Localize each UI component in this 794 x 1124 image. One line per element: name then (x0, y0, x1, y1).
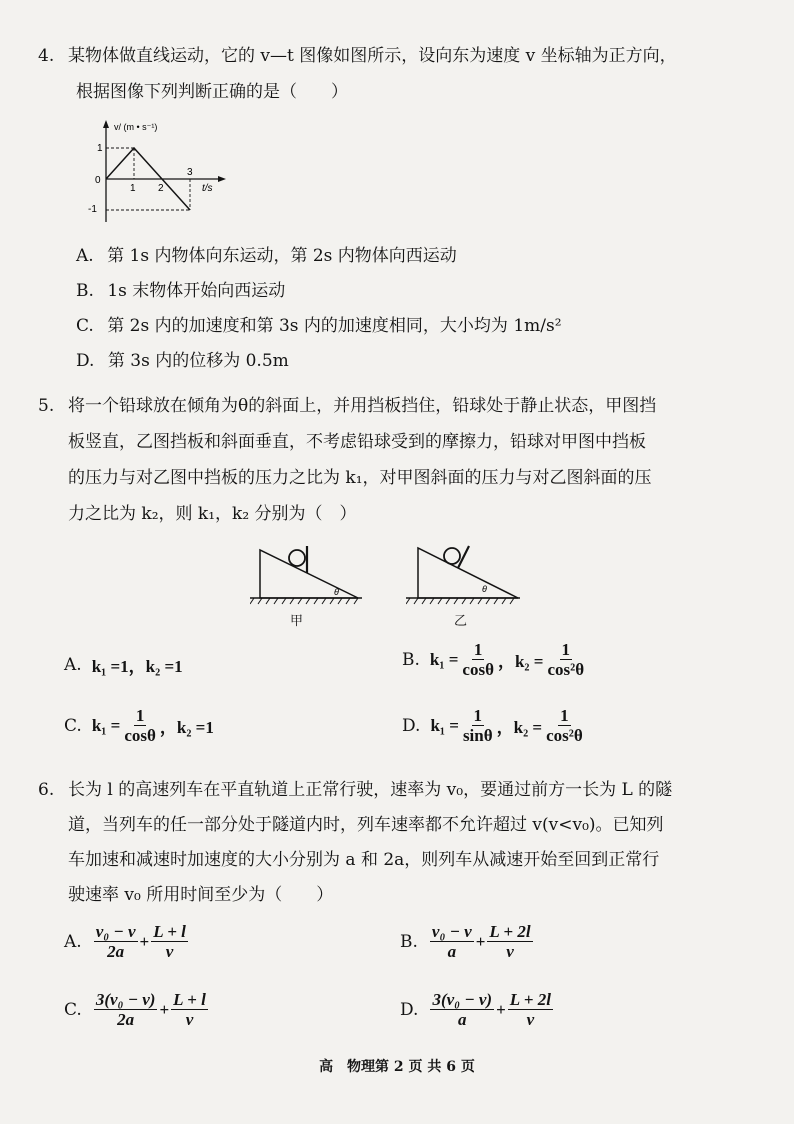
graph-ytick-1: 1 (97, 143, 103, 154)
q5-option-b-k2: ，k₂ = (497, 652, 544, 671)
q5-figure-yi-label: 乙 (454, 614, 468, 629)
graph-ytick-neg1: -1 (88, 204, 97, 215)
q6-option-a-frac2: $\frac{L + l}{v}$ (153, 922, 186, 961)
q5-figure-jia-label: 甲 (290, 614, 304, 629)
q6-option-b[interactable] (400, 922, 535, 961)
plus-sign: + (159, 999, 170, 1019)
q5-stem-line2: 板竖直，乙图挡板和斜面垂直，不考虑铅球受到的摩擦力，铅球对甲图中挡板 (68, 432, 646, 452)
q4-option-d[interactable] (76, 351, 289, 371)
q5-option-d[interactable] (402, 706, 587, 745)
q6-option-d-frac2: $\frac{L + 2l}{v}$ (509, 990, 551, 1029)
plus-sign: + (496, 999, 506, 1019)
page-footer: 高 物理第 2 页 共 6 页 (319, 1059, 475, 1075)
q5-option-b-k1: k₁ = (429, 649, 459, 669)
q6-option-d[interactable] (400, 990, 555, 1029)
graph-ytick-0: 0 (95, 175, 101, 186)
q4-option-c-text: 第 2s 内的加速度和第 3s 内的加速度相同，大小均为 1m/s² (107, 316, 562, 336)
q4-option-b[interactable] (76, 281, 285, 301)
q5-option-d-frac1: $\frac{1}{\sin\theta}$ (462, 706, 493, 745)
q5-stem-line1: 将一个铅球放在倾角为θ的斜面上，并用挡板挡住，铅球处于静止状态，甲图挡 (68, 396, 657, 416)
q5-option-a[interactable] (64, 652, 183, 677)
q5-option-d-k2: ，k₂ = (496, 718, 543, 737)
q5-option-c-k1: k₁ = (91, 715, 121, 735)
theta-label: θ (334, 587, 339, 597)
graph-ylabel: v/ (m • s⁻¹) (114, 122, 158, 132)
q5-option-a-label: A. (64, 654, 82, 675)
q6-option-c-frac2: $\frac{L + l}{v}$ (173, 990, 206, 1029)
q4-number: 4. (38, 46, 55, 66)
q5-stem-line4: 力之比为 k₂，则 k₁，k₂ 分别为（ ） (68, 504, 357, 524)
q4-option-d-text: 第 3s 内的位移为 0.5m (107, 351, 289, 371)
q6-option-a-label: A. (64, 931, 82, 952)
q6-option-c[interactable] (64, 990, 210, 1029)
incline (260, 550, 358, 598)
graph-xlabel: t/s (202, 183, 213, 194)
plus-sign: + (475, 931, 486, 951)
q6-stem-line2: 道，当列车的任一部分处于隧道内时，列车速率都不允许超过 v(v<v₀)。已知列 (68, 815, 664, 835)
q4-option-b-text: 1s 末物体开始向西运动 (107, 281, 286, 301)
q6-option-d-frac1: $\frac{\text{3(v₀ − v)}}{a}$ (432, 990, 493, 1029)
graph-xtick-3: 3 (187, 167, 193, 178)
q6-stem-line4: 驶速率 v₀ 所用时间至少为（ ） (68, 885, 334, 905)
q4-option-a-label: A. (76, 246, 94, 266)
q5-option-b-frac2: $\frac{1}{\text{cos²θ}}$ (547, 640, 585, 679)
q4-option-b-label: B. (76, 281, 94, 301)
q4-stem-line1: 某物体做直线运动，它的 v—t 图像如图所示，设向东为速度 v 坐标轴为正方向， (68, 46, 677, 66)
q5-option-d-label: D. (402, 715, 421, 736)
q4-option-a-text: 第 1s 内物体向东运动，第 2s 内物体向西运动 (107, 246, 457, 266)
q4-option-c[interactable] (76, 316, 562, 336)
q5-option-d-k1: k₁ = (430, 715, 459, 735)
q4-stem-line2: 根据图像下列判断正确的是（ ） (76, 82, 348, 102)
q6-stem-line3: 车加速和减速时加速度的大小分别为 a 和 2a，则列车从减速开始至回到正常行 (68, 850, 660, 870)
graph-xtick-2: 2 (158, 183, 164, 194)
q4-option-c-label: C. (76, 316, 94, 336)
q6-option-c-label: C. (64, 999, 82, 1020)
plus-sign: + (139, 931, 150, 951)
q5-option-d-frac2: $\frac{1}{\text{cos²θ}}$ (546, 706, 583, 745)
q5-stem-line3: 的压力与对乙图中挡板的压力之比为 k₁，对甲图斜面的压力与对乙图斜面的压 (68, 468, 652, 488)
q5-option-b-frac1: $\frac{1}{\cos\theta}$ (462, 640, 494, 679)
q6-option-b-frac1: $\frac{\text{v₀ − v}}{a}$ (431, 922, 472, 961)
q5-figure-yi (406, 536, 526, 608)
q6-stem-line1: 长为 l 的高速列车在平直轨道上正常行驶，速率为 v₀，要通过前方一长为 L 的隧 (68, 780, 673, 800)
q5-figure-jia (250, 538, 370, 608)
q5-option-b-label: B. (402, 649, 420, 670)
q5-option-a-text: k₁ =1，k₂ =1 (91, 657, 183, 676)
q4-option-d-label: D. (76, 351, 95, 371)
lead-ball (444, 548, 460, 564)
q6-option-c-frac1: $\frac{\text{3(v₀ − v)}}{2a}$ (95, 990, 156, 1029)
q5-number: 5. (38, 396, 55, 416)
theta-label: θ (482, 584, 487, 594)
q4-option-a[interactable] (76, 246, 457, 266)
lead-ball (289, 550, 305, 566)
q6-option-d-label: D. (400, 999, 419, 1020)
q6-option-b-label: B. (400, 931, 418, 952)
q5-option-c-rest: ，k₂ =1 (159, 718, 214, 737)
q5-option-c-frac1: $\frac{1}{\cos\theta}$ (124, 706, 156, 745)
y-axis-arrow-icon (103, 120, 109, 128)
q5-option-c-label: C. (64, 715, 82, 736)
q6-option-b-frac2: $\frac{L + 2l}{v}$ (489, 922, 531, 961)
graph-xtick-1: 1 (130, 183, 136, 194)
q6-option-a[interactable] (64, 922, 190, 961)
incline (418, 548, 518, 598)
q6-option-a-frac1: $\frac{\text{v₀ − v}}{2a}$ (95, 922, 136, 961)
q4-vt-graph (82, 118, 232, 228)
x-axis-arrow-icon (218, 176, 226, 182)
q5-option-b[interactable] (402, 640, 588, 679)
q5-option-c[interactable] (64, 706, 214, 745)
q6-number: 6. (38, 780, 55, 800)
